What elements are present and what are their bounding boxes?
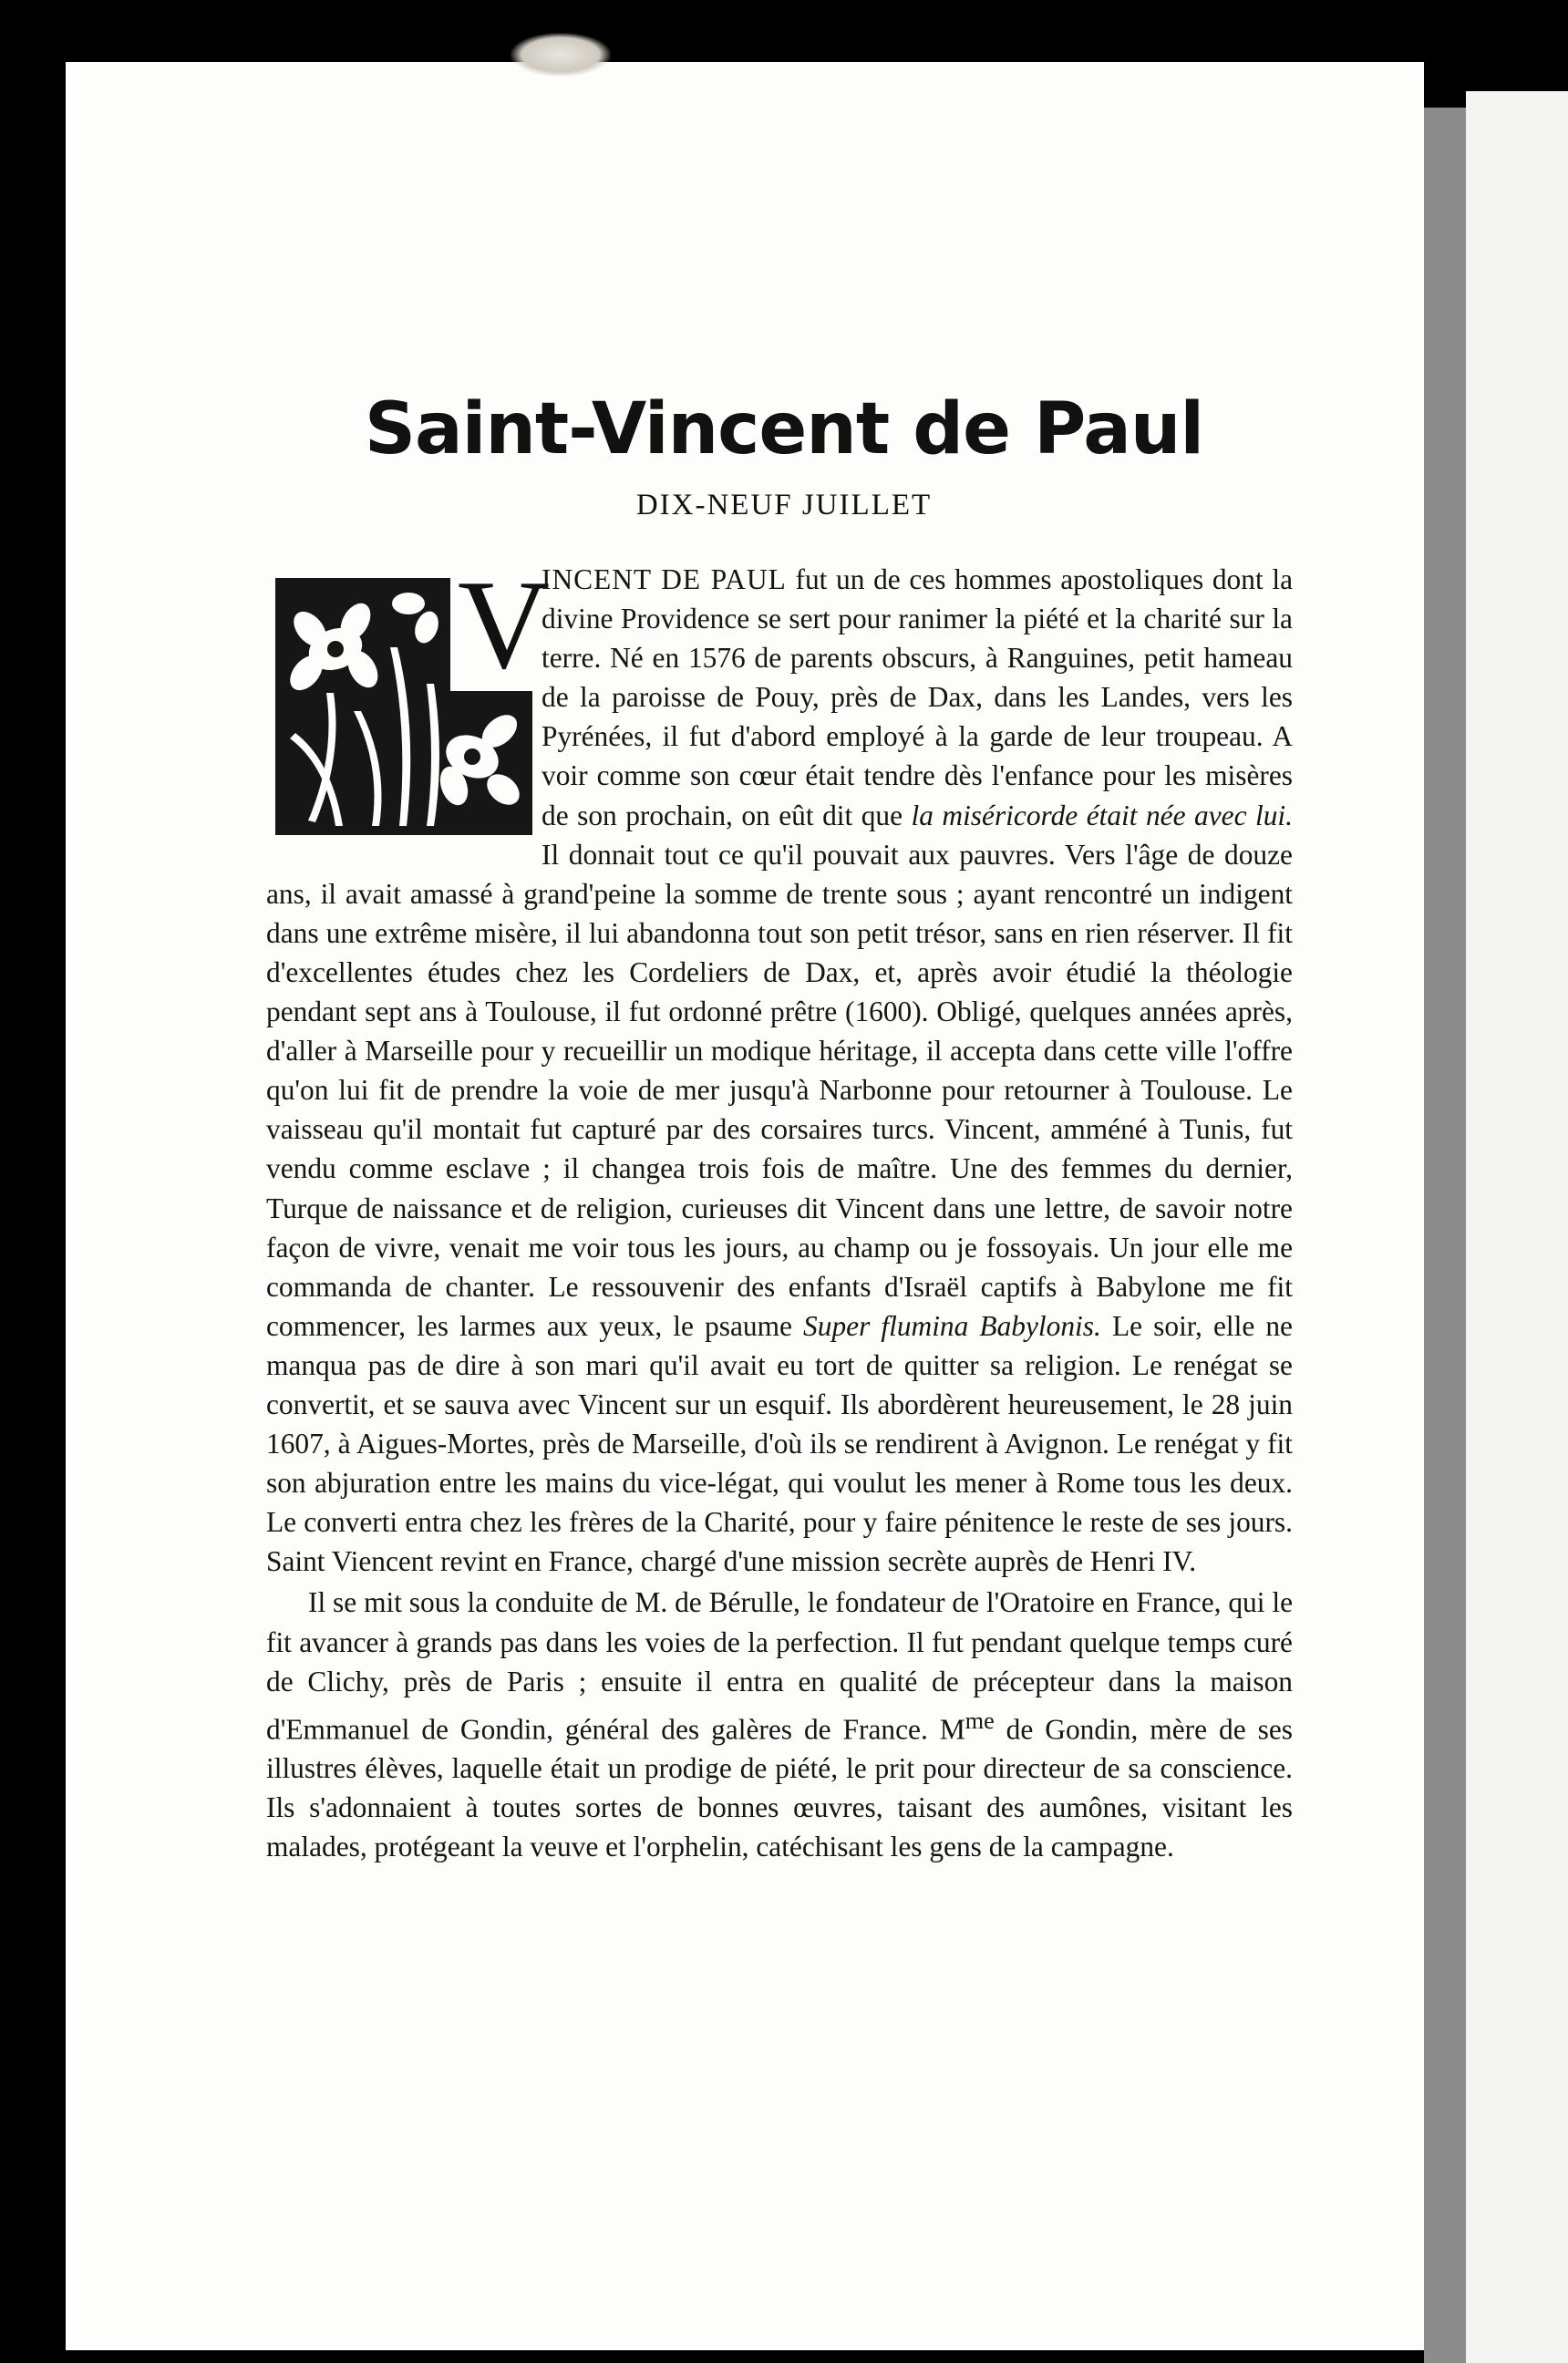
paragraph-2-text-a: Il se mit sous la conduite de M. de Bérulle, le fondateur de l'Oratoire en France, qui le fit avancer à grands pas dans les voies de la perfection. Il fut pendant quelque temps curé de Clichy, près de Paris ; ensuite il entra en qualité de précepteur dans la maison d'Emmanuel de Gondin, général des galères de France. M xyxy=(266,1586,1293,1746)
paragraph-2 xyxy=(266,1583,1293,1866)
paragraph-2-text-b: de Gondin, mère de ses illustres élèves, laquelle était un prodige de piété, le prit pour directeur de sa conscience. Ils s'adonnaient à toutes sortes de bonnes œuvres, taisant des aumônes, visitant les malades, protégeant la veuve et l'orphelin, catéchisant les gens de la campagne. xyxy=(266,1713,1293,1863)
paper-tear-mark xyxy=(511,33,611,77)
opening-words: INCENT DE PAUL xyxy=(542,563,787,595)
paragraph-1 xyxy=(266,560,1293,1581)
article-body xyxy=(266,560,1293,1867)
drop-cap-letter: V xyxy=(458,554,551,696)
superscript-me: me xyxy=(965,1707,995,1734)
drop-cap-spacer xyxy=(266,560,542,866)
psalm-title: Super flumina Babylonis. xyxy=(803,1309,1101,1342)
page-subtitle: DIX-NEUF JUILLET xyxy=(635,489,933,521)
paragraph-1-text-a: fut un de ces hommes apostoliques dont la divine Providence se sert pour ranimer la piété et la charité sur la terre. Né en 1576 de parents obscurs, à Ranguines, petit hameau de la paroisse de Pouy, près de Dax, dans les Landes, vers les Pyrénées, il fut d'abord employé à la garde de leur troupeau. A voir comme son cœur était tendre dès l'enfance pour les misères de son prochain, on eût dit que xyxy=(542,563,1293,831)
paragraph-1-text-c: Le soir, elle ne manqua pas de dire à son mari qu'il avait eu tort de quitter sa religion. Le renégat se convertit, et se sauva avec Vincent sur un esquif. Ils abordèrent heureusement, le 28 juin 1607, à Aigues-Mortes, près de Marseille, d'où ils se rendirent à Avignon. Le renégat y fit son abjuration entre les mains du vice-légat, qui voulut les mener à Rome tous les deux. Le converti entra chez les frères de la Charité, pour y faire pénitence le reste de ses jours. Saint Viencent revint en France, chargé d'une mission secrète auprès de Henri IV. xyxy=(266,1309,1293,1578)
italic-quote: la miséricorde était née avec lui. xyxy=(911,799,1293,831)
page-title: Saint-Vincent de Paul xyxy=(364,388,1204,470)
paragraph-1-text-b: Il donnait tout ce qu'il pouvait aux pauvres. Vers l'âge de douze ans, il avait amassé à grand'peine la somme de trente sous ; ayant rencontré un indigent dans une extrême misère, il lui abandonna tout son petit trésor, sans en rien réserver. Il fit d'excellentes études chez les Cordeliers de Dax, et, après avoir étudié la théologie pendant sept ans à Toulouse, il fut ordonné prêtre (1600). Obligé, quelques années après, d'aller à Marseille pour y recueillir un modique héritage, il accepta dans cette ville l'offre qu'on lui fit de prendre la voie de mer jusqu'à Narbonne pour retourner à Toulouse. Le vaisseau qu'il montait fut capturé par des corsaires turcs. Vincent, amméné à Tunis, fut vendu comme esclave ; il changea trois fois de maître. Une des femmes du dernier, Turque de naissance et de religion, curieuses dit Vincent dans une lettre, de savoir notre façon de vivre, venait me voir tous les jours, au champ ou je fossoyais. Un jour elle me commanda de chanter. Le ressouvenir des enfants d'Israël captifs à Babylone me fit commencer, les larmes aux yeux, le psaume xyxy=(266,838,1293,1342)
